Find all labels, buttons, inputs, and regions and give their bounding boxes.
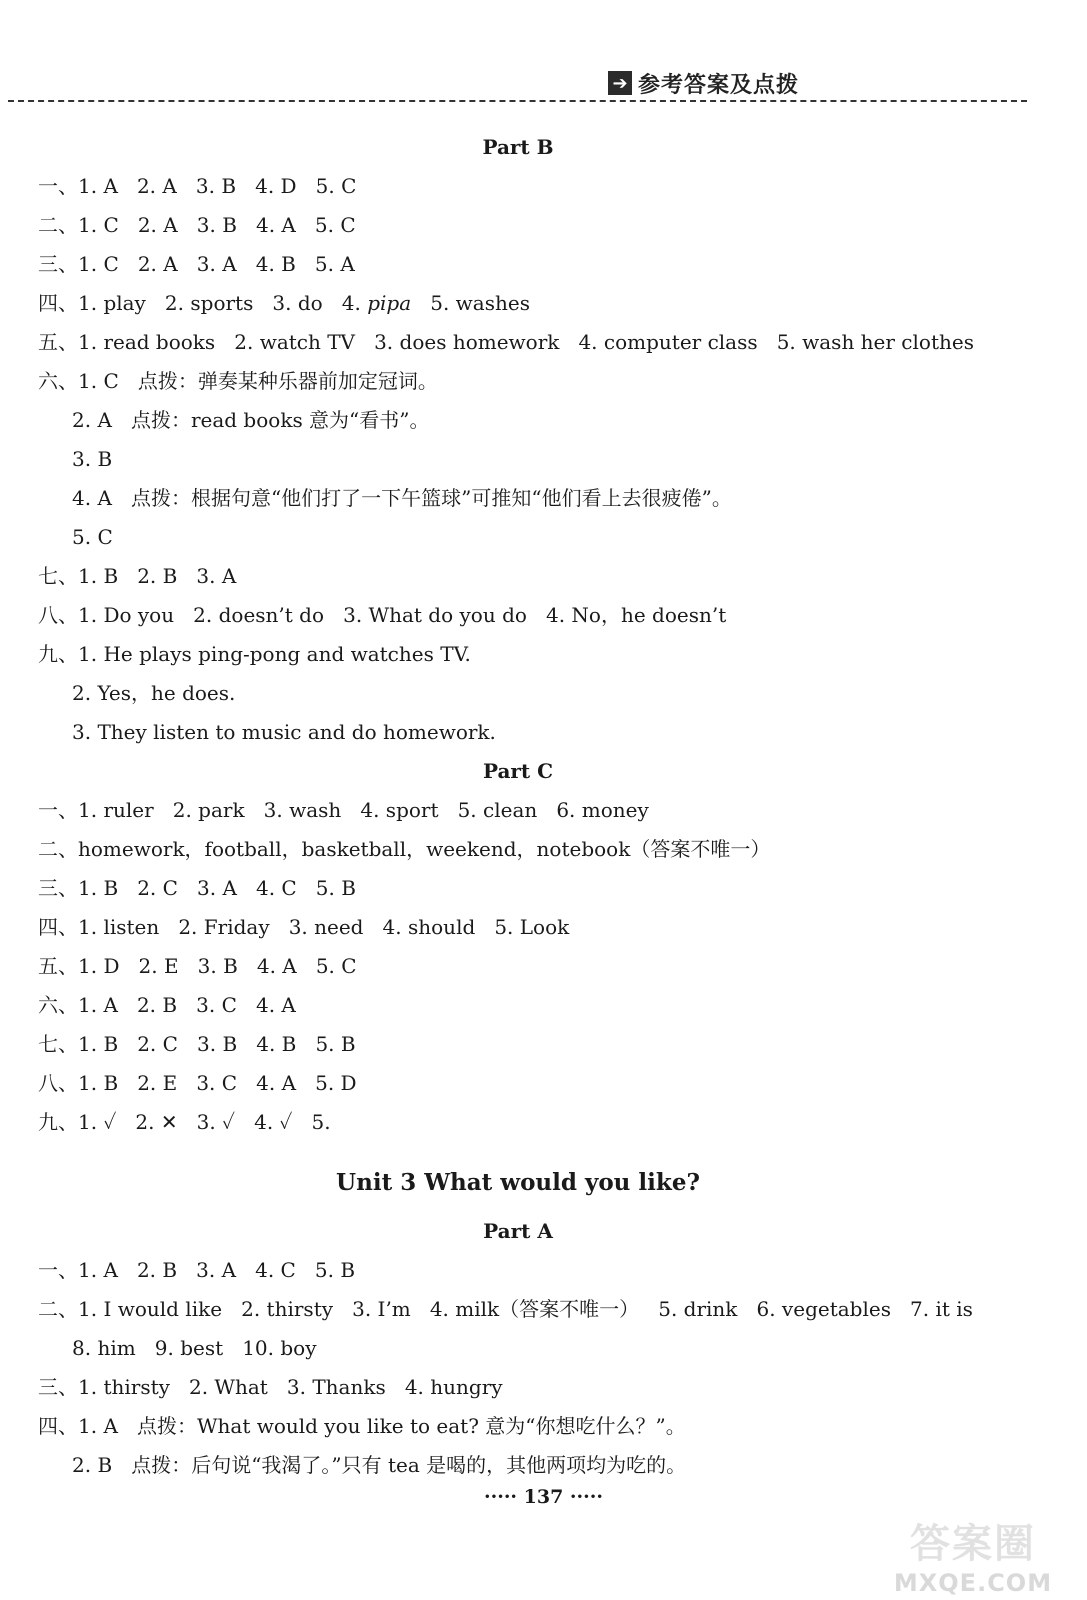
answer-line: 三、1. C 2. A 3. A 4. B 5. A xyxy=(38,252,355,276)
answer-line: 五、1. D 2. E 3. B 4. A 5. C xyxy=(38,954,357,978)
header-divider xyxy=(8,100,1027,102)
answer-line: 三、1. thirsty 2. What 3. Thanks 4. hungry xyxy=(38,1375,503,1399)
answer-line: 一、1. A 2. B 3. A 4. C 5. B xyxy=(38,1258,356,1282)
answer-line: 六、1. C 点拨：弹奏某种乐器前加定冠词。 xyxy=(38,369,438,393)
answer-subline: 5. C xyxy=(72,525,113,549)
answer-subline: 2. A 点拨：read books 意为“看书”。 xyxy=(72,408,430,432)
answer-line: 六、1. A 2. B 3. C 4. A xyxy=(38,993,296,1017)
page-header xyxy=(0,62,1087,102)
section-heading: Part A xyxy=(483,1219,553,1243)
answer-line: 八、1. Do you 2. doesn’t do 3. What do you do 4. No，he doesn’t xyxy=(38,603,727,627)
answer-line: 一、1. A 2. A 3. B 4. D 5. C xyxy=(38,174,357,198)
answer-line: 八、1. B 2. E 3. C 4. A 5. D xyxy=(38,1071,357,1095)
answer-subline: 4. A 点拨：根据句意“他们打了一下午篮球”可推知“他们看上去很疲倦”。 xyxy=(72,486,732,510)
answer-subline: 8. him 9. best 10. boy xyxy=(72,1336,317,1360)
answer-line: 七、1. B 2. B 3. A xyxy=(38,564,237,588)
answer-line: 四、1. A 点拨：What would you like to eat? 意为“你想吃什么？”。 xyxy=(38,1414,686,1438)
section-heading: Part B xyxy=(482,135,554,159)
answer-text: 四、1. play 2. sports 3. do 4. xyxy=(38,291,368,315)
answer-line: 二、homework，football，basketball，weekend，notebook（答案不唯一） xyxy=(38,837,771,861)
answer-subline: 3. B xyxy=(72,447,113,471)
right-arrow-icon: ➔ xyxy=(608,71,632,95)
header-title-box xyxy=(608,68,799,98)
answer-line: 九、1. He plays ping-pong and watches TV. xyxy=(38,642,471,666)
answer-line: 五、1. read books 2. watch TV 3. does homework 4. computer class 5. wash her clothes xyxy=(38,330,974,354)
answer-line xyxy=(38,284,1038,323)
answer-italic-text: pipa xyxy=(367,291,412,315)
header-title: 参考答案及点拨 xyxy=(638,72,800,98)
answer-line: 四、1. listen 2. Friday 3. need 4. should 5. Look xyxy=(38,915,570,939)
answer-line: 九、1. ✓ 2. ✕ 3. ✓ 4. ✓ 5. xyxy=(38,1110,331,1134)
answer-text: 5. washes xyxy=(411,291,530,315)
answer-line: 一、1. ruler 2. park 3. wash 4. sport 5. clean 6. money xyxy=(38,798,649,822)
page-number: ····· 137 ····· xyxy=(483,1486,604,1508)
answer-content xyxy=(38,128,1038,1485)
answer-subline: 2. Yes，he does. xyxy=(72,681,236,705)
answer-line: 二、1. I would like 2. thirsty 3. I’m 4. milk（答案不唯一） 5. drink 6. vegetables 7. it is xyxy=(38,1297,973,1321)
section-heading: Part C xyxy=(482,759,554,783)
answer-line: 七、1. B 2. C 3. B 4. B 5. B xyxy=(38,1032,356,1056)
answer-subline: 2. B 点拨：后句说“我渴了。”只有 tea 是喝的，其他两项均为吃的。 xyxy=(72,1453,687,1477)
answer-line: 三、1. B 2. C 3. A 4. C 5. B xyxy=(38,876,356,900)
answer-line: 二、1. C 2. A 3. B 4. A 5. C xyxy=(38,213,356,237)
answer-subline: 3. They listen to music and do homework. xyxy=(72,720,496,744)
unit-heading: Unit 3 What would you like? xyxy=(336,1169,700,1196)
watermark-logo: 答案圈 MXQE.COM xyxy=(893,1521,1053,1597)
